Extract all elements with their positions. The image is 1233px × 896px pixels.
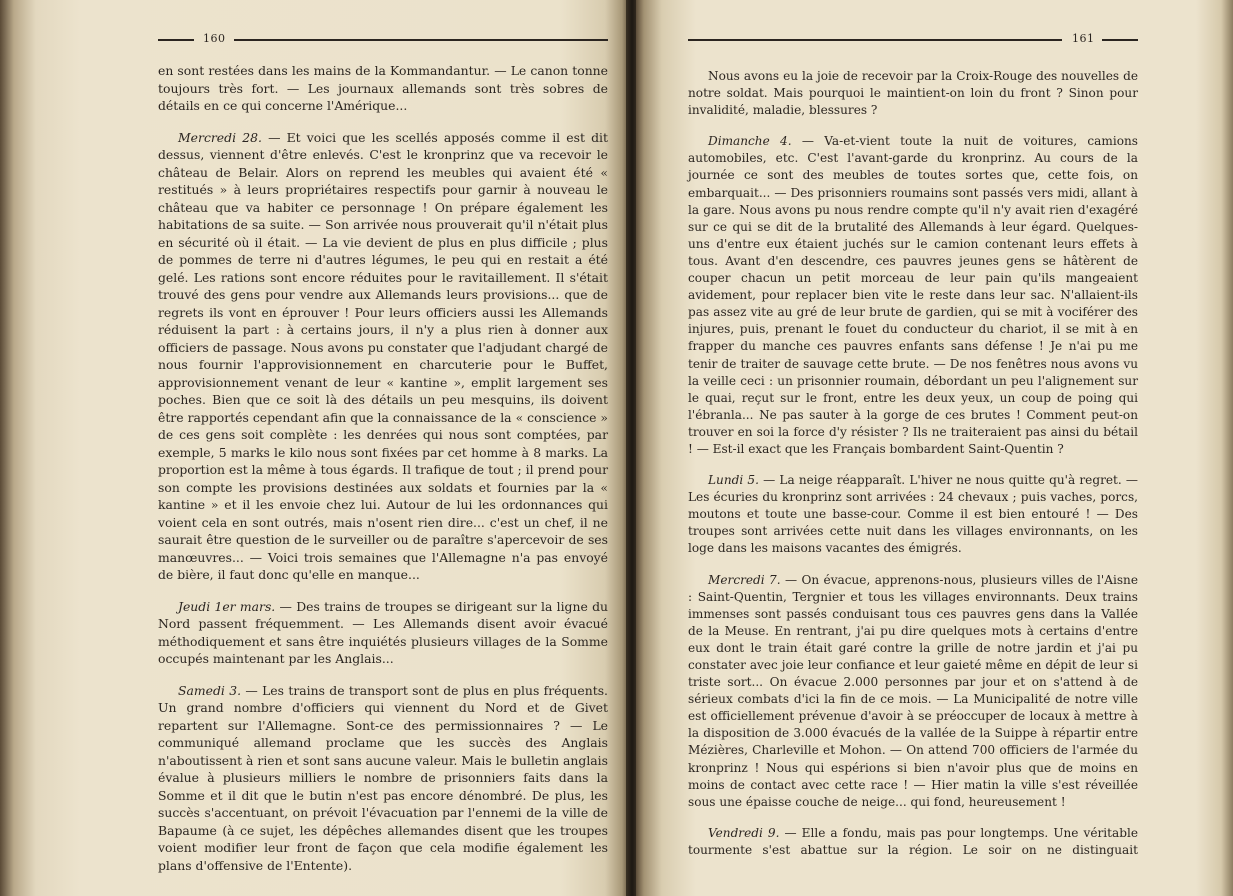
entry-date: Vendredi 9.: [708, 825, 780, 840]
entry-text: — Et voici que les scellés apposés comme il est dit dessus, viennent d'être enlevés. C'est le kronprinz que va recevoir le château de Belair. Alors on reprend les meubles qui avaient été « restitués » à leurs propriétaires respectifs pour garnir à nouveau le château que va habiter ce personnage ! On prépare également les habitations de sa suite. — Son arrivée nous prouverait qu'il n'était plus en sécurité où il était. — La vie devient de plus en plus difficile ; plus de pommes de terre ni d'autres légumes, le peu qui en restait a été gelé. Les rations sont encore réduites pour le ravitaillement. Il s'était trouvé des gens pour vendre aux Allemands leurs provisions... que de regrets ils vont en éprouver ! Pour leurs officiers aussi les Allemands réduisent la part : à certains jours, il n'y a plus rien à donner aux officiers de passage. Nous avons pu constater que l'adjudant chargé de nous fournir l'approvisionnement en charcuterie pour le Buffet, approvisionnement venant de leur « kantine », emplit largement ses poches. Bien que ce soit là des détails un peu mesquins, ils doivent être rapportés cependant afin que la connaissance de la « conscience » de ces gens soit complète : les denrées qui nous sont comptées, par exemple, 5 marks le kilo nous sont fixées par cet homme à 8 marks. La proportion est la même à tous égards. Il trafique de tout ; il prend pour son compte les provisions destinées aux soldats et fournies par la « kantine » et il les envoie chez lui. Autour de lui les ordonnances qui voient cela en sont outrés, mais n'osent rien dire... c'est un chef, il ne saurait être question de le surveiller ou de paraître s'apercevoir de ses manœuvres... — Voici trois semaines que l'Allemagne n'a pas envoyé de bière, il faut donc qu'elle en manque...: [158, 129, 608, 582]
entry-text: — La neige réapparaît. L'hiver ne nous quitte qu'à regret. — Les écuries du kronprinz sont arrivées : 24 chevaux ; puis vaches, porcs, moutons et toute une basse-cour. Comme il est bien entouré ! — Des troupes sont arrivées cette nuit dans les villages environnants, on les loge dans les maisons vacantes des émigrés.: [688, 473, 1138, 556]
journal-entry: [158, 682, 608, 875]
journal-entry: [688, 133, 1138, 458]
header-rule: [158, 39, 194, 41]
journal-entry: [158, 598, 608, 668]
header-rule: [234, 39, 608, 41]
entry-text: — Les trains de transport sont de plus en plus fréquents. Un grand nombre d'officiers qui viennent du Nord et de Givet repartent sur l'Allemagne. Sont-ce des permissionnaires ? — Le communiqué allemand proclame que les succès des Anglais n'aboutissent à rien et sont sans aucune valeur. Mais le bulletin anglais évalue à plusieurs milliers le nombre de prisonniers faits dans la Somme et il dit que le butin n'est pas encore dénombré. De plus, les succès s'accentuant, on prévoit l'évacuation par l'ennemi de la ville de Bapaume (à ce sujet, les dépêches allemandes disent que les troupes voient modifier leur front de façon que cela modifie également les plans d'offensive de l'Entente).: [158, 682, 608, 873]
paragraph-text: Nous avons eu la joie de recevoir par la Croix-Rouge des nouvelles de notre soldat. Mais pourquoi le maintient-on loin du front ? Sinon pour invalidité, maladie, blessures ?: [688, 69, 1138, 118]
page-number: 161: [1072, 32, 1095, 45]
entry-text: — Va-et-vient toute la nuit de voitures, camions automobiles, etc. C'est l'avant-garde du kronprinz. Au cours de la journée ce sont des meubles de toutes sortes que, cette fois, on embarquait... — Des prisonniers roumains sont passés vers midi, allant à la gare. Nous avons pu nous rendre compte qu'il n'y avait rien d'exagéré sur ce qui se dit de la brutalité des Allemands à leur égard. Quelques-uns d'entre eux étaient juchés sur le camion contenant leurs effets à tous. Avant d'en descendre, ces pauvres jeunes gens se hâtèrent de couper chacun un petit morceau de leur pain qu'ils mangeaient avidement, pour replacer bien vite le reste dans leur sac. N'allaient-ils pas assez vite au gré de leur brute de gardien, qui se mit à vociférer des injures, puis, prenant le fouet du conducteur du chariot, il se mit à en frapper du manche ces pauvres enfants sans défense ! Je n'ai pu me tenir de traiter de sauvage cette brute. — De nos fenêtres nous avons vu la veille ceci : un prisonnier roumain, débordant un peu l'alignement sur le quai, reçut sur le front, entre les deux yeux, un coup de poing qui l'ébranla... Ne pas sauter à la gorge de ces brutes ! Comment peut-on trouver en soi la force d'y résister ? Ils ne traiteraient pas ainsi du bétail ! — Est-il exact que les Français bombardent Saint-Quentin ?: [688, 134, 1138, 456]
paragraph-text: en sont restées dans les mains de la Kommandantur. — Le canon tonne toujours très fort. — Les journaux allemands sont très sobres de détails en ce qui concerne l'Amérique...: [158, 63, 608, 113]
left-page-text: [158, 62, 608, 874]
paragraph: [688, 68, 1138, 119]
entry-date: Lundi 5.: [708, 473, 759, 488]
right-page: [636, 0, 1233, 896]
header-rule: [688, 39, 1062, 41]
entry-date: Dimanche 4.: [708, 134, 792, 149]
journal-entry: [158, 129, 608, 584]
page-number: 160: [203, 32, 226, 45]
entry-date: Mercredi 7.: [708, 572, 781, 587]
entry-date: Mercredi 28.: [178, 129, 262, 145]
right-page-text: [688, 68, 1138, 859]
header-rule: [1102, 39, 1138, 41]
entry-date: Samedi 3.: [178, 682, 242, 698]
entry-text: — Des trains de troupes se dirigeant sur la ligne du Nord passent fréquemment. — Les Allemands disent avoir évacué méthodiquement et sans être inquiétés plusieurs villages de la Somme occupés maintenant par les Anglais...: [158, 598, 608, 666]
journal-entry: [688, 825, 1138, 859]
entry-text: — On évacue, apprenons-nous, plusieurs villes de l'Aisne : Saint-Quentin, Tergnier et tous les villages environnants. Deux trains immenses sont passés conduisant tous ces pauvres gens dans la Vallée de la Meuse. En rentrant, j'ai pu dire quelques mots à certains d'entre eux dont le train était garé contre la grille de notre jardin et j'ai pu constater avec joie leur confiance et leur gaieté même en dépit de leur si triste sort... On évacue 2.000 personnes par jour et on s'attend à de sérieux combats d'ici la fin de ce mois. — La Municipalité de notre ville est officiellement prévenue d'avoir à se préoccuper de locaux à mettre à la disposition de 3.000 évacués de la vallée de la Suippe à répartir entre Mézières, Charleville et Mohon. — On attend 700 officiers de l'armée du kronprinz ! Nous qui espérions si bien n'avoir plus que de moins en moins de contact avec cette race ! — Hier matin la ville s'est réveillée sous une épaisse couche de neige... qui fond, heureusement !: [688, 572, 1138, 809]
journal-entry: [688, 572, 1138, 811]
entry-date: Jeudi 1er mars.: [178, 598, 276, 614]
right-page-header: [688, 30, 1138, 50]
left-page-header: [158, 30, 608, 50]
paragraph: [158, 62, 608, 115]
journal-entry: [688, 472, 1138, 557]
entry-text: — Elle a fondu, mais pas pour longtemps. Une véritable tourmente s'est abattue sur la région. Le soir on ne distinguait: [688, 825, 1138, 857]
